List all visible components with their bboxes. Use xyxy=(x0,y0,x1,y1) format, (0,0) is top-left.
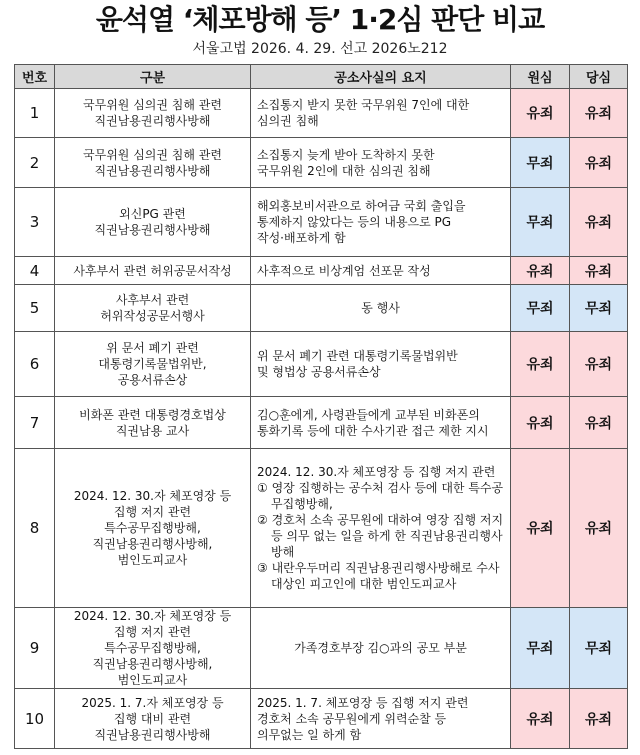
row-summary: 해외홍보비서관으로 하여금 국회 출입을 통제하지 않았다는 등의 내용으로 PG 작성·배포하게 함 xyxy=(251,188,511,257)
row-number: 10 xyxy=(15,689,55,749)
row-category: 2024. 12. 30.자 체포영장 등 집행 저지 관련 특수공무집행방해, 직권남용권리행사방해, 범인도피교사 xyxy=(55,449,251,608)
header-appeal: 당심 xyxy=(570,65,628,89)
row-category: 2025. 1. 7.자 체포영장 등 집행 대비 관련 직권남용권리행사방해 xyxy=(55,689,251,749)
appeal-verdict: 유죄 xyxy=(570,332,628,397)
appeal-verdict: 유죄 xyxy=(570,89,628,138)
row-number: 9 xyxy=(15,608,55,689)
summary-item: ② 경호처 소속 공무원에 대하여 영장 집행 저지 등 의무 없는 일을 하게 한 직권남용권리행사방해 xyxy=(257,513,504,559)
table-row xyxy=(15,332,628,397)
header-first-instance: 원심 xyxy=(511,65,570,89)
table-row xyxy=(15,285,628,332)
appeal-verdict: 유죄 xyxy=(570,138,628,188)
row-number: 7 xyxy=(15,397,55,449)
row-summary: 소집통지 늦게 받아 도착하지 못한 국무위원 2인에 대한 심의권 침해 xyxy=(251,138,511,188)
table-row xyxy=(15,397,628,449)
header-summary: 공소사실의 요지 xyxy=(251,65,511,89)
appeal-verdict: 유죄 xyxy=(570,449,628,608)
row-category: 2024. 12. 30.자 체포영장 등 집행 저지 관련 특수공무집행방해, 직권남용권리행사방해, 범인도피교사 xyxy=(55,608,251,689)
row-summary: 사후적으로 비상계엄 선포문 작성 xyxy=(251,257,511,285)
first-instance-verdict: 무죄 xyxy=(511,138,570,188)
row-summary xyxy=(251,449,511,608)
verdict-comparison-table xyxy=(14,64,628,749)
table-row xyxy=(15,449,628,608)
appeal-verdict: 무죄 xyxy=(570,608,628,689)
table-row xyxy=(15,138,628,188)
row-number: 1 xyxy=(15,89,55,138)
row-category: 외신PG 관련 직권남용권리행사방해 xyxy=(55,188,251,257)
row-category: 위 문서 폐기 관련 대통령기록물법위반, 공용서류손상 xyxy=(55,332,251,397)
row-category: 국무위원 심의권 침해 관련 직권남용권리행사방해 xyxy=(55,89,251,138)
row-number: 2 xyxy=(15,138,55,188)
page-subtitle: 서울고법 2026. 4. 29. 선고 2026노212 xyxy=(192,41,448,57)
first-instance-verdict: 유죄 xyxy=(511,449,570,608)
row-number: 8 xyxy=(15,449,55,608)
row-category: 사후부서 관련 허위작성공문서행사 xyxy=(55,285,251,332)
row-number: 5 xyxy=(15,285,55,332)
row-number: 3 xyxy=(15,188,55,257)
header-number: 번호 xyxy=(15,65,55,89)
appeal-verdict: 유죄 xyxy=(570,689,628,749)
row-category: 국무위원 심의권 침해 관련 직권남용권리행사방해 xyxy=(55,138,251,188)
row-category: 비화폰 관련 대통령경호법상 직권남용 교사 xyxy=(55,397,251,449)
first-instance-verdict: 유죄 xyxy=(511,332,570,397)
table-row xyxy=(15,188,628,257)
row-number: 4 xyxy=(15,257,55,285)
row-summary: 동 행사 xyxy=(251,285,511,332)
first-instance-verdict: 유죄 xyxy=(511,397,570,449)
row-summary: 2025. 1. 7. 체포영장 등 집행 저지 관련 경호처 소속 공무원에게 위력순찰 등 의무없는 일 하게 함 xyxy=(251,689,511,749)
appeal-verdict: 유죄 xyxy=(570,397,628,449)
row-summary: 김○훈에게, 사령관들에게 교부된 비화폰의 통화기록 등에 대한 수사기관 접근 제한 지시 xyxy=(251,397,511,449)
first-instance-verdict: 유죄 xyxy=(511,89,570,138)
table-row xyxy=(15,608,628,689)
appeal-verdict: 무죄 xyxy=(570,285,628,332)
header-category: 구분 xyxy=(55,65,251,89)
row-summary: 가족경호부장 김○과의 공모 부분 xyxy=(251,608,511,689)
appeal-verdict: 유죄 xyxy=(570,257,628,285)
appeal-verdict: 유죄 xyxy=(570,188,628,257)
table-header-row xyxy=(15,65,628,89)
table-row xyxy=(15,89,628,138)
row-summary: 위 문서 폐기 관련 대통령기록물법위반 및 형법상 공용서류손상 xyxy=(251,332,511,397)
row-category: 사후부서 관련 허위공문서작성 xyxy=(55,257,251,285)
table-row xyxy=(15,257,628,285)
summary-heading: 2024. 12. 30.자 체포영장 등 집행 저지 관련 xyxy=(257,465,496,479)
first-instance-verdict: 무죄 xyxy=(511,608,570,689)
summary-item: ① 영장 집행하는 공수처 검사 등에 대한 특수공무집행방해, xyxy=(257,481,504,511)
row-number: 6 xyxy=(15,332,55,397)
first-instance-verdict: 무죄 xyxy=(511,285,570,332)
table-row xyxy=(15,689,628,749)
first-instance-verdict: 유죄 xyxy=(511,689,570,749)
summary-item: ③ 내란우두머리 직권남용권리행사방해로 수사대상인 피고인에 대한 범인도피교사 xyxy=(257,561,500,591)
page-title: 윤석열 ‘체포방해 등’ 1·2심 판단 비교 xyxy=(95,3,545,36)
first-instance-verdict: 유죄 xyxy=(511,257,570,285)
row-summary: 소집통지 받지 못한 국무위원 7인에 대한 심의권 침해 xyxy=(251,89,511,138)
first-instance-verdict: 무죄 xyxy=(511,188,570,257)
